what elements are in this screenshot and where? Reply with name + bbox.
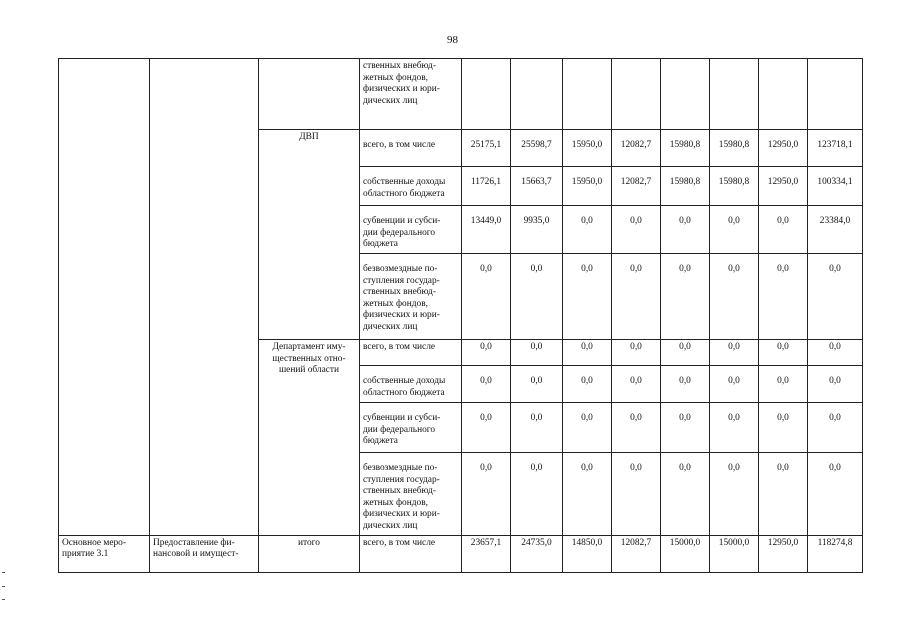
category-cell (59, 59, 150, 536)
value-cell: 25598,7 (511, 130, 563, 167)
value-cell (563, 59, 612, 130)
value-cell: 12082,7 (612, 130, 661, 167)
measure-cell: Предоставление фи- нансовой и имущест- (150, 535, 259, 572)
value-cell: 0,0 (808, 403, 863, 453)
value-cell: 15980,8 (710, 167, 759, 206)
value-cell (462, 59, 511, 130)
value-cell: 0,0 (759, 206, 808, 254)
value-cell: 0,0 (710, 403, 759, 453)
value-cell (710, 59, 759, 130)
value-cell: 0,0 (759, 254, 808, 340)
value-cell: 0,0 (612, 453, 661, 536)
value-cell (511, 59, 563, 130)
value-cell: 0,0 (710, 254, 759, 340)
value-cell: 0,0 (661, 366, 710, 403)
funding-source-cell: собственные доходы областного бюджета (360, 366, 462, 403)
funding-source-cell: субвенции и субси- дии федерального бюджета (360, 206, 462, 254)
value-cell: 0,0 (462, 254, 511, 340)
value-cell: 9935,0 (511, 206, 563, 254)
funding-source-cell: безвозмездные по- ступления государ- ственных внебюд- жетных фондов, физических и юри- дических лиц (360, 254, 462, 340)
value-cell: 0,0 (661, 206, 710, 254)
value-cell: 0,0 (511, 403, 563, 453)
value-cell: 15980,8 (661, 167, 710, 206)
value-cell: 0,0 (710, 340, 759, 366)
value-cell: 0,0 (563, 366, 612, 403)
value-cell (661, 59, 710, 130)
value-cell: 15000,0 (710, 535, 759, 572)
value-cell (808, 59, 863, 130)
value-cell: 0,0 (511, 453, 563, 536)
value-cell: 0,0 (462, 403, 511, 453)
value-cell: 0,0 (462, 340, 511, 366)
value-cell: 12950,0 (759, 535, 808, 572)
value-cell: 0,0 (462, 366, 511, 403)
funding-source-cell: собственные доходы областного бюджета (360, 167, 462, 206)
funding-source-cell: ственных внебюд- жетных фондов, физических и юри- дических лиц (360, 59, 462, 130)
value-cell: 23384,0 (808, 206, 863, 254)
value-cell: 0,0 (612, 366, 661, 403)
measure-cell (150, 59, 259, 536)
value-cell: 0,0 (710, 453, 759, 536)
value-cell: 0,0 (612, 340, 661, 366)
value-cell: 0,0 (563, 206, 612, 254)
value-cell: 0,0 (612, 403, 661, 453)
value-cell: 0,0 (808, 254, 863, 340)
value-cell: 15980,8 (661, 130, 710, 167)
value-cell: 118274,8 (808, 535, 863, 572)
value-cell: 0,0 (511, 340, 563, 366)
value-cell: 0,0 (808, 453, 863, 536)
funding-source-cell: всего, в том числе (360, 535, 462, 572)
value-cell: 15980,8 (710, 130, 759, 167)
value-cell: 0,0 (710, 366, 759, 403)
funding-source-cell: всего, в том числе (360, 130, 462, 167)
value-cell: 0,0 (808, 340, 863, 366)
value-cell: 0,0 (563, 254, 612, 340)
value-cell: 0,0 (511, 254, 563, 340)
page-number: 98 (447, 34, 458, 46)
margin-mark (2, 599, 5, 600)
value-cell (759, 59, 808, 130)
value-cell: 0,0 (759, 340, 808, 366)
value-cell: 11726,1 (462, 167, 511, 206)
margin-mark (2, 572, 5, 573)
value-cell: 0,0 (661, 254, 710, 340)
value-cell: 0,0 (563, 340, 612, 366)
value-cell: 100334,1 (808, 167, 863, 206)
value-cell: 12950,0 (759, 130, 808, 167)
value-cell: 0,0 (710, 206, 759, 254)
value-cell: 0,0 (612, 206, 661, 254)
table-row (59, 535, 863, 572)
value-cell: 0,0 (759, 366, 808, 403)
budget-table (58, 58, 863, 573)
value-cell: 0,0 (661, 453, 710, 536)
value-cell: 0,0 (511, 366, 563, 403)
value-cell: 123718,1 (808, 130, 863, 167)
value-cell: 0,0 (661, 403, 710, 453)
value-cell: 0,0 (759, 453, 808, 536)
value-cell: 15950,0 (563, 167, 612, 206)
executor-cell: ДВП (259, 130, 360, 340)
value-cell: 0,0 (612, 254, 661, 340)
value-cell: 14850,0 (563, 535, 612, 572)
value-cell: 0,0 (759, 403, 808, 453)
value-cell: 12950,0 (759, 167, 808, 206)
value-cell: 15663,7 (511, 167, 563, 206)
value-cell: 23657,1 (462, 535, 511, 572)
value-cell: 24735,0 (511, 535, 563, 572)
category-cell: Основное меро- приятие 3.1 (59, 535, 150, 572)
value-cell (612, 59, 661, 130)
funding-source-cell: безвозмездные по- ступления государ- ственных внебюд- жетных фондов, физических и юри- дических лиц (360, 453, 462, 536)
value-cell: 0,0 (808, 366, 863, 403)
value-cell: 15000,0 (661, 535, 710, 572)
margin-mark (2, 586, 5, 587)
value-cell: 13449,0 (462, 206, 511, 254)
value-cell: 0,0 (563, 453, 612, 536)
value-cell: 0,0 (462, 453, 511, 536)
value-cell: 25175,1 (462, 130, 511, 167)
value-cell: 0,0 (661, 340, 710, 366)
value-cell: 0,0 (563, 403, 612, 453)
value-cell: 12082,7 (612, 535, 661, 572)
value-cell: 15950,0 (563, 130, 612, 167)
funding-source-cell: всего, в том числе (360, 340, 462, 366)
funding-source-cell: субвенции и субси- дии федерального бюджета (360, 403, 462, 453)
table-row (59, 59, 863, 130)
table-body (59, 59, 863, 573)
executor-cell (259, 59, 360, 130)
value-cell: 12082,7 (612, 167, 661, 206)
executor-cell: итого (259, 535, 360, 572)
executor-cell: Департамент иму- щественных отно- шений области (259, 340, 360, 536)
